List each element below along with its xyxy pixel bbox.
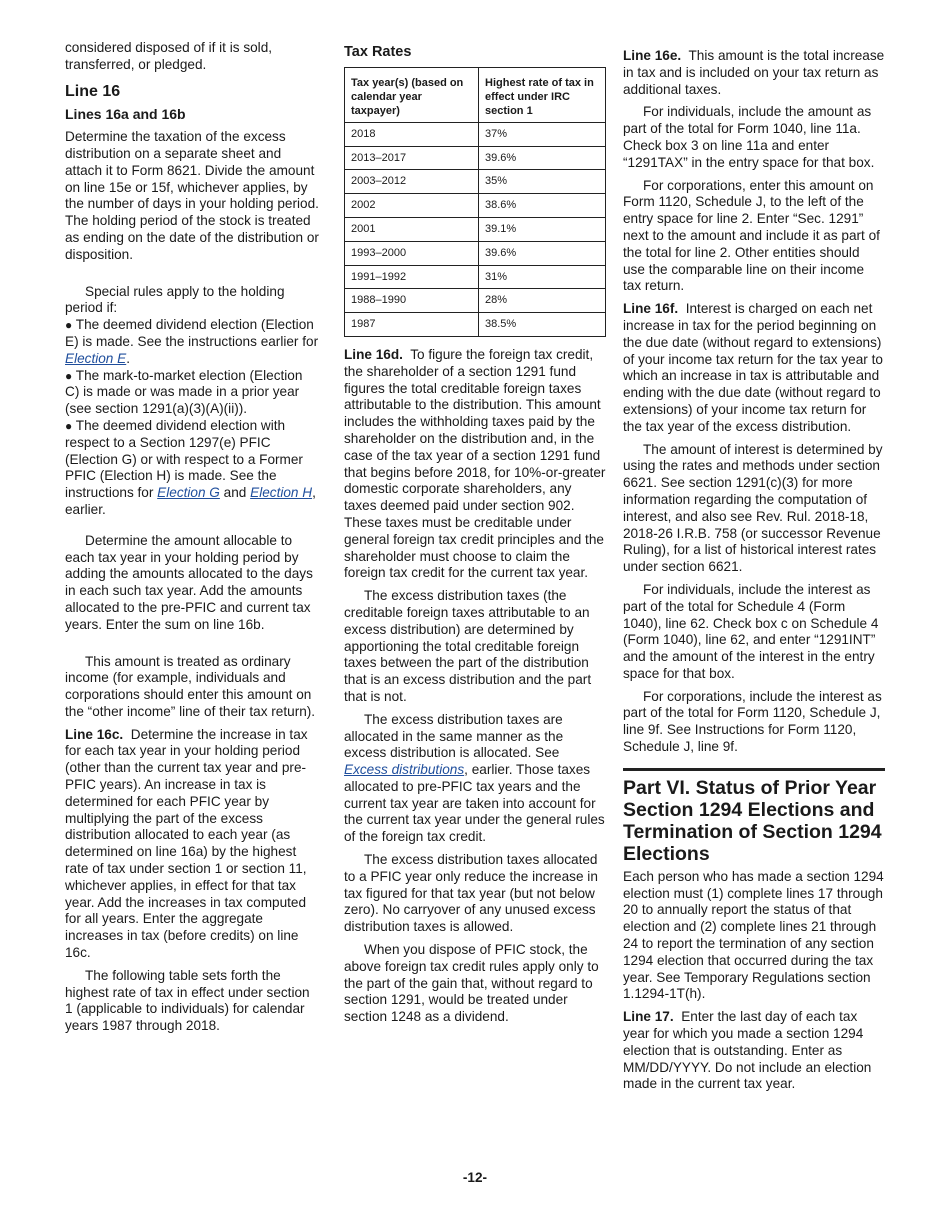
special-rules-text: Special rules apply to the holding period if: <box>65 283 285 316</box>
table-row <box>345 146 606 170</box>
interest-amount-text: The amount of interest is determined by using the rates and methods under section 6621. See section 1291(c)(3) for more information regarding the computation of interest, and also see Rev. Rul. 2018-18, 2018-26 I.R.B. 758 (or successor Revenue Ruling), for a list of historical interest rates under section 6621. <box>623 441 883 575</box>
bullet-election-c: ● The mark-to-market election (Election C) is made or was made in a prior year (see section 1291(a)(3)(A)(ii)). <box>65 367 303 417</box>
line-16d-label: Line 16d. <box>344 346 403 362</box>
page-number: -12- <box>462 1170 488 1185</box>
tax-rate-cell: 35% <box>479 170 606 194</box>
table-row <box>345 217 606 241</box>
line-16f-paragraph: Line 16f. Interest is charged on each net increase in tax for the period beginning on the due date (without regard to extensions) of your income tax return for the tax year to which an increase in tax is attributable and ending with the due date (without regard to extensions) of your income tax return for the tax year of the excess distribution. <box>623 301 883 434</box>
tax-rate-cell: 39.1% <box>479 217 606 241</box>
excess-taxes-text-3: The excess distribution taxes allocated to a PFIC year only reduce the increase in tax figured for that tax year (but not below zero). No carryover of any unused excess distribution taxes is allowed. <box>344 852 598 935</box>
tax-year-cell: 1988–1990 <box>345 289 479 313</box>
tax-rate-cell: 38.5% <box>479 313 606 337</box>
individuals-interest-text: For individuals, include the interest as part of the total for Schedule 4 (Form 1040), line 62. Check box c on Schedule 4 (Form 1040), line 62, and enter “1291INT” and the amount of the interest in the entry space for that box. <box>623 581 879 681</box>
line-16e-label: Line 16e. <box>623 48 682 63</box>
column-right <box>623 48 885 1099</box>
tax-rates-table <box>344 67 606 337</box>
tax-year-cell: 2002 <box>345 194 479 218</box>
ordinary-income-text: This amount is treated as ordinary income (for example, individuals and corporations should enter this amount on the “other income” line of their tax return). <box>65 653 316 719</box>
tax-rate-cell: 31% <box>479 265 606 289</box>
tax-rate-cell: 38.6% <box>479 194 606 218</box>
line-16c-paragraph: Line 16c. Determine the increase in tax for each tax year in your holding period (other than the current tax year and pre-PFIC years). An increase in tax is determined for each PFIC year by multiplying the part of the excess distribution allocated to each year (as determined on line 16a) by the highest rate of tax under section 1 or section 11, whichever applies, in effect for that tax year. Add the increases in tax computed for all years. Enter the aggregate increases in tax (before credits) on line 16c. <box>65 726 308 961</box>
corporations-interest-text: For corporations, include the interest as part of the total for Form 1120, Schedule J, line 9f. See Instructions for Form 1120, Schedule J, line 9f. <box>623 688 882 755</box>
tax-rate-cell: 37% <box>479 122 606 146</box>
tax-year-cell: 1993–2000 <box>345 241 479 265</box>
tax-year-cell: 2013–2017 <box>345 146 479 170</box>
election-h-link[interactable]: Election H <box>250 485 313 501</box>
excess-taxes-text-2: The excess distribution taxes are allocated in the same manner as the excess distribution is allocated. See Excess distributions, earlier. Those taxes allocated to pre-PFIC tax years and the current tax year are taken into account for the current tax year under the general rules of the foreign tax credit. <box>344 711 605 845</box>
column-middle <box>344 40 606 1032</box>
column-left <box>65 40 320 1041</box>
table-row <box>345 241 606 265</box>
line-16d-paragraph: Line 16d. To figure the foreign tax credit, the shareholder of a section 1291 fund figures the total creditable foreign taxes attributable to the distribution. This amount includes the withholding taxes paid by the shareholder on the distribution and, in the case of the tax year of a section 1291 fund that begins before 2018, for 10%-or-greater domestic corporate shareholders, any taxes deemed paid under section 902. These taxes must be creditable under general foreign tax credit principles and the shareholder must choose to claim the foreign tax credit for the current tax year. <box>344 346 606 581</box>
bullet-election-g-h: ● The deemed dividend election with respect to a Section 1297(e) PFIC (Election G) or with respect to a Former PFIC (Election H) is made. See the instructions for Election G and Election H, earlier. <box>65 417 316 517</box>
tax-year-cell: 2003–2012 <box>345 170 479 194</box>
election-g-link[interactable]: Election G <box>157 485 220 501</box>
tax-rate-cell: 39.6% <box>479 241 606 265</box>
table-header-row <box>345 67 606 122</box>
heading-line-16: Line 16 <box>65 82 121 100</box>
determine-taxation-text: Determine the taxation of the excess distribution on a separate sheet and attach it to Form 8621. Divide the amount on line 15e or 15f, whichever applies, by the number of days in your holding period. The holding period of the stock is treated as ending on the date of the distribution or disposition. <box>65 129 319 262</box>
tax-year-cell: 2001 <box>345 217 479 241</box>
header-highest-rate: Highest rate of tax in effect under IRC section 1 <box>479 67 606 122</box>
line-16f-label: Line 16f. <box>623 301 679 317</box>
dispose-pfic-text: When you dispose of PFIC stock, the above foreign tax credit rules apply only to the part of the gain that, without regard to section 1291, would be treated under section 1248 as a dividend. <box>344 942 599 1025</box>
table-row <box>345 194 606 218</box>
header-tax-years: Tax year(s) (based on calendar year taxpayer) <box>345 67 479 122</box>
table-row <box>345 122 606 146</box>
table-row <box>345 289 606 313</box>
bullet-election-e: ● The deemed dividend election (Election E) is made. See the instructions earlier for Election E. <box>65 317 319 366</box>
individuals-amount-text: For individuals, include the amount as part of the total for Form 1040, line 11a. Check box 3 on line 11a and enter “1291TAX” in the entry space for that box. <box>623 104 875 170</box>
allocable-amount-text: Determine the amount allocable to each tax year in your holding period by adding the amounts allocated to the days in each such tax year. Add the amounts allocated to the pre-PFIC and current tax years. Enter the sum on line 16b. <box>65 532 313 632</box>
section-divider <box>623 768 885 771</box>
corporations-amount-text: For corporations, enter this amount on Form 1120, Schedule J, to the left of the entry space for line 2. Enter “Sec. 1291” next to the amount and include it as part of the total for line 2. Other entities should use the comparable line on their income tax return. <box>623 177 880 294</box>
table-intro-text: The following table sets forth the highest rate of tax in effect under section 1 (applicable to individuals) for calendar years 1987 through 2018. <box>65 967 310 1034</box>
heading-lines-16a-16b: Lines 16a and 16b <box>65 106 186 123</box>
tax-rate-cell: 28% <box>479 289 606 313</box>
tax-year-cell: 1991–1992 <box>345 265 479 289</box>
line-17-paragraph: Line 17. Enter the last day of each tax year for which you made a section 1294 election that is outstanding. Enter as MM/DD/YYYY. Do not include an election made in the current tax year. <box>623 1009 872 1092</box>
part-vi-text: Each person who has made a section 1294 election must (1) complete lines 17 through 20 to annually report the status of that election and (2) complete lines 21 through 24 to report the termination of any section 1294 election that occurred during the tax year. See Temporary Regulations section 1.1294-1T(h). <box>623 868 884 1002</box>
line-16c-label: Line 16c. <box>65 726 124 742</box>
table-row <box>345 265 606 289</box>
table-row <box>345 313 606 337</box>
excess-distributions-link[interactable]: Excess distributions <box>344 762 465 778</box>
intro-text: considered disposed of if it is sold, transferred, or pledged. <box>65 40 273 72</box>
election-e-link[interactable]: Election E <box>65 350 127 366</box>
tax-year-cell: 2018 <box>345 122 479 146</box>
tax-year-cell: 1987 <box>345 313 479 337</box>
line-17-label: Line 17. <box>623 1009 674 1025</box>
excess-taxes-text-1: The excess distribution taxes (the creditable foreign taxes attributable to an excess distribution) are determined by apportioning the total creditable foreign taxes between the part of the distribution that is an excess distribution and the part that is not. <box>344 588 592 704</box>
heading-tax-rates: Tax Rates <box>344 44 412 60</box>
table-row <box>345 170 606 194</box>
line-16e-paragraph: Line 16e. This amount is the total increase in tax and is included on your tax return as additional taxes. <box>623 48 885 97</box>
part-vi-heading: Part VI. Status of Prior Year Section 1294 Elections and Termination of Section 1294 Elections <box>623 776 882 865</box>
tax-rate-cell: 39.6% <box>479 146 606 170</box>
